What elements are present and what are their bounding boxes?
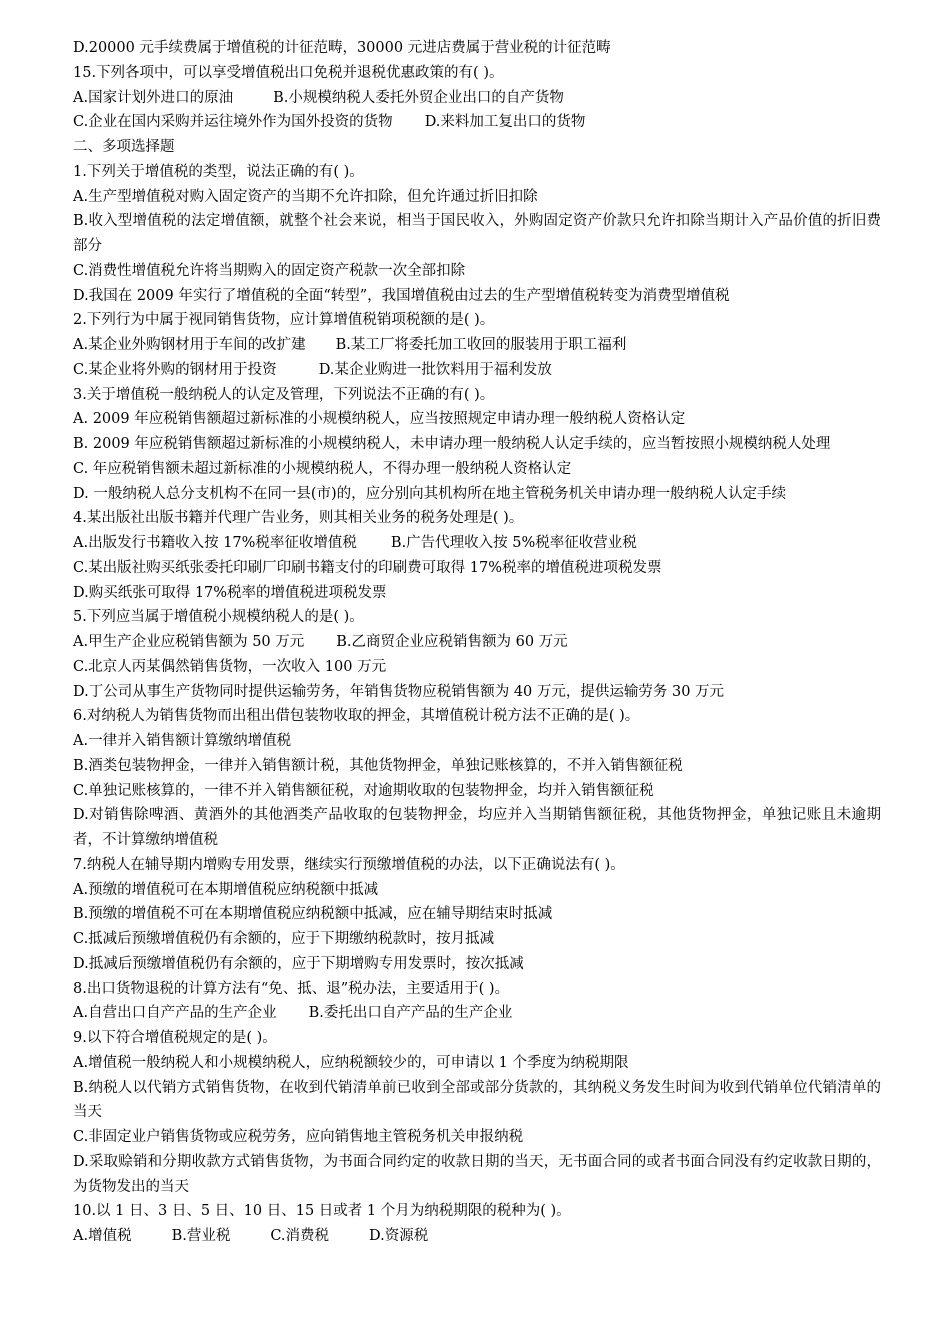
text-line bbox=[73, 630, 881, 655]
text-line: C.抵减后预缴增值税仍有余额的，应于下期缴纳税款时，按月抵减 bbox=[73, 931, 495, 947]
text-line bbox=[73, 1224, 881, 1249]
text-line: D. 一般纳税人总分支机构不在同一县(市)的，应分别向其机构所在地主管税务机关申请办理一般纳税人认定手续 bbox=[73, 485, 787, 502]
text-line: A.生产型增值税对购入固定资产的当期不允许扣除，但允许通过折旧扣除 bbox=[73, 188, 538, 205]
text-line: C.北京人丙某偶然销售货物，一次收入 100 万元 bbox=[73, 658, 387, 675]
text-line: A. 2009 年应税销售额超过新标准的小规模纳税人，应当按照规定申请办理一般纳税人资格认定 bbox=[73, 411, 686, 428]
answer-option: C.某企业将外购的钢材用于投资 bbox=[73, 361, 277, 378]
answer-option: B.乙商贸企业应税销售额为 60 万元 bbox=[336, 634, 568, 650]
answer-option: A.国家计划外进口的原油 bbox=[73, 89, 234, 106]
text-line: A.预缴的增值税可在本期增值税应纳税额中抵减 bbox=[73, 881, 379, 898]
text-line: D.对销售除啤酒、黄酒外的其他酒类产品收取的包装物押金，均应并入当期销售额征税，其他货物押金，单独记账且未逾期者，不计算缴纳增值税 bbox=[73, 807, 881, 848]
text-line: 9.以下符合增值税规定的是( )。 bbox=[73, 1030, 277, 1046]
text-line: D.丁公司从事生产货物同时提供运输劳务，年销售货物应税销售额为 40 万元，提供运输劳务 30 万元 bbox=[73, 683, 725, 700]
text-line: C.非固定业户销售货物或应税劳务，应向销售地主管税务机关申报纳税 bbox=[73, 1129, 524, 1145]
answer-option: D.资源税 bbox=[369, 1228, 429, 1244]
text-line: B. 2009 年应税销售额超过新标准的小规模纳税人，未申请办理一般纳税人认定手续的，应当暂按照小规模纳税人处理 bbox=[73, 436, 831, 452]
text-line: D.采取赊销和分期收款方式销售货物，为书面合同约定的收款日期的当天，无书面合同的或者书面合同没有约定收款日期的，为货物发出的当天 bbox=[73, 1153, 881, 1195]
text-line: D.我国在 2009 年实行了增值税的全面“转型”，我国增值税由过去的生产型增值税转变为消费型增值税 bbox=[73, 287, 730, 304]
answer-option: A.增值税 bbox=[73, 1228, 132, 1244]
answer-option: C.企业在国内采购并运往境外作为国外投资的货物 bbox=[73, 114, 393, 131]
answer-option: A.某企业外购钢材用于车间的改扩建 bbox=[73, 337, 306, 353]
text-line: D.购买纸张可取得 17%税率的增值税进项税发票 bbox=[73, 584, 387, 601]
text-line: B.预缴的增值税不可在本期增值税应纳税额中抵减，应在辅导期结束时抵减 bbox=[73, 906, 553, 923]
text-line: 3.关于增值税一般纳税人的认定及管理，下列说法不正确的有( )。 bbox=[73, 386, 495, 403]
text-line bbox=[73, 333, 881, 358]
text-line: C. 年应税销售额未超过新标准的小规模纳税人，不得办理一般纳税人资格认定 bbox=[73, 460, 572, 477]
text-line: C.单独记账核算的，一律不并入销售额征税，对逾期收取的包装物押金，均并入销售额征税 bbox=[73, 782, 654, 799]
answer-option: C.消费税 bbox=[270, 1228, 330, 1244]
text-line: 4.某出版社出版书籍并代理广告业务，则其相关业务的税务处理是( )。 bbox=[73, 510, 524, 527]
document-body bbox=[73, 36, 881, 1249]
text-line: A.增值税一般纳税人和小规模纳税人，应纳税额较少的，可申请以 1 个季度为纳税期限 bbox=[73, 1054, 629, 1071]
text-line bbox=[73, 86, 881, 111]
text-line: 7.纳税人在辅导期内增购专用发票，继续实行预缴增值税的办法，以下正确说法有( )。 bbox=[73, 856, 625, 873]
answer-option: A.甲生产企业应税销售额为 50 万元 bbox=[73, 634, 305, 650]
answer-option: A.自营出口自产产品的生产企业 bbox=[73, 1005, 277, 1022]
answer-option: B.小规模纳税人委托外贸企业出口的自产货物 bbox=[273, 89, 564, 106]
text-line: B.纳税人以代销方式销售货物，在收到代销清单前已收到全部或部分货款的，其纳税义务发生时间为收到代销单位代销清单的当天 bbox=[73, 1079, 881, 1121]
text-line: 1.下列关于增值税的类型，说法正确的有( )。 bbox=[73, 163, 364, 180]
text-line: B.酒类包装物押金，一律并入销售额计税，其他货物押金，单独记账核算的，不并入销售额征税 bbox=[73, 757, 683, 774]
text-line: D.抵减后预缴增值税仍有余额的，应于下期增购专用发票时，按次抵减 bbox=[73, 955, 524, 972]
text-line: 5.下列应当属于增值税小规模纳税人的是( )。 bbox=[73, 609, 364, 626]
answer-option: B.委托出口自产产品的生产企业 bbox=[308, 1005, 513, 1022]
text-line: D.20000 元手续费属于增值税的计征范畴，30000 元进店费属于营业税的计征范畴 bbox=[73, 40, 611, 56]
text-line: 二、多项选择题 bbox=[73, 139, 175, 155]
text-line bbox=[73, 1001, 881, 1026]
text-line bbox=[73, 110, 881, 135]
text-line: 2.下列行为中属于视同销售货物，应计算增值税销项税额的是( )。 bbox=[73, 312, 495, 329]
text-line: 15.下列各项中，可以享受增值税出口免税并退税优惠政策的有( )。 bbox=[73, 64, 504, 81]
text-line: 8.出口货物退税的计算方法有“免、抵、退”税办法，主要适用于( )。 bbox=[73, 980, 510, 997]
answer-option: B.广告代理收入按 5%税率征收营业税 bbox=[390, 535, 637, 551]
answer-option: D.某企业购进一批饮料用于福利发放 bbox=[318, 361, 552, 378]
text-line: A.一律并入销售额计算缴纳增值税 bbox=[73, 733, 292, 749]
text-line bbox=[73, 531, 881, 556]
text-line: C.某出版社购买纸张委托印刷厂印刷书籍支付的印刷费可取得 17%税率的增值税进项税发票 bbox=[73, 559, 662, 576]
text-line: B.收入型增值税的法定增值额，就整个社会来说，相当于国民收入，外购固定资产价款只允许扣除当期计入产品价值的折旧费部分 bbox=[73, 213, 881, 254]
answer-option: A.出版发行书籍收入按 17%税率征收增值税 bbox=[73, 535, 357, 551]
text-line bbox=[73, 358, 881, 383]
answer-option: B.某工厂将委托加工收回的服装用于职工福利 bbox=[335, 337, 627, 353]
answer-option: B.营业税 bbox=[171, 1228, 231, 1244]
answer-option: D.来料加工复出口的货物 bbox=[424, 114, 586, 131]
text-line: 10.以 1 日、3 日、5 日、10 日、15 日或者 1 个月为纳税期限的税种为( )。 bbox=[73, 1203, 571, 1220]
text-line: 6.对纳税人为销售货物而出租出借包装物收取的押金，其增值税计税方法不正确的是( )。 bbox=[73, 708, 640, 725]
text-line: C.消费性增值税允许将当期购入的固定资产税款一次全部扣除 bbox=[73, 262, 466, 279]
